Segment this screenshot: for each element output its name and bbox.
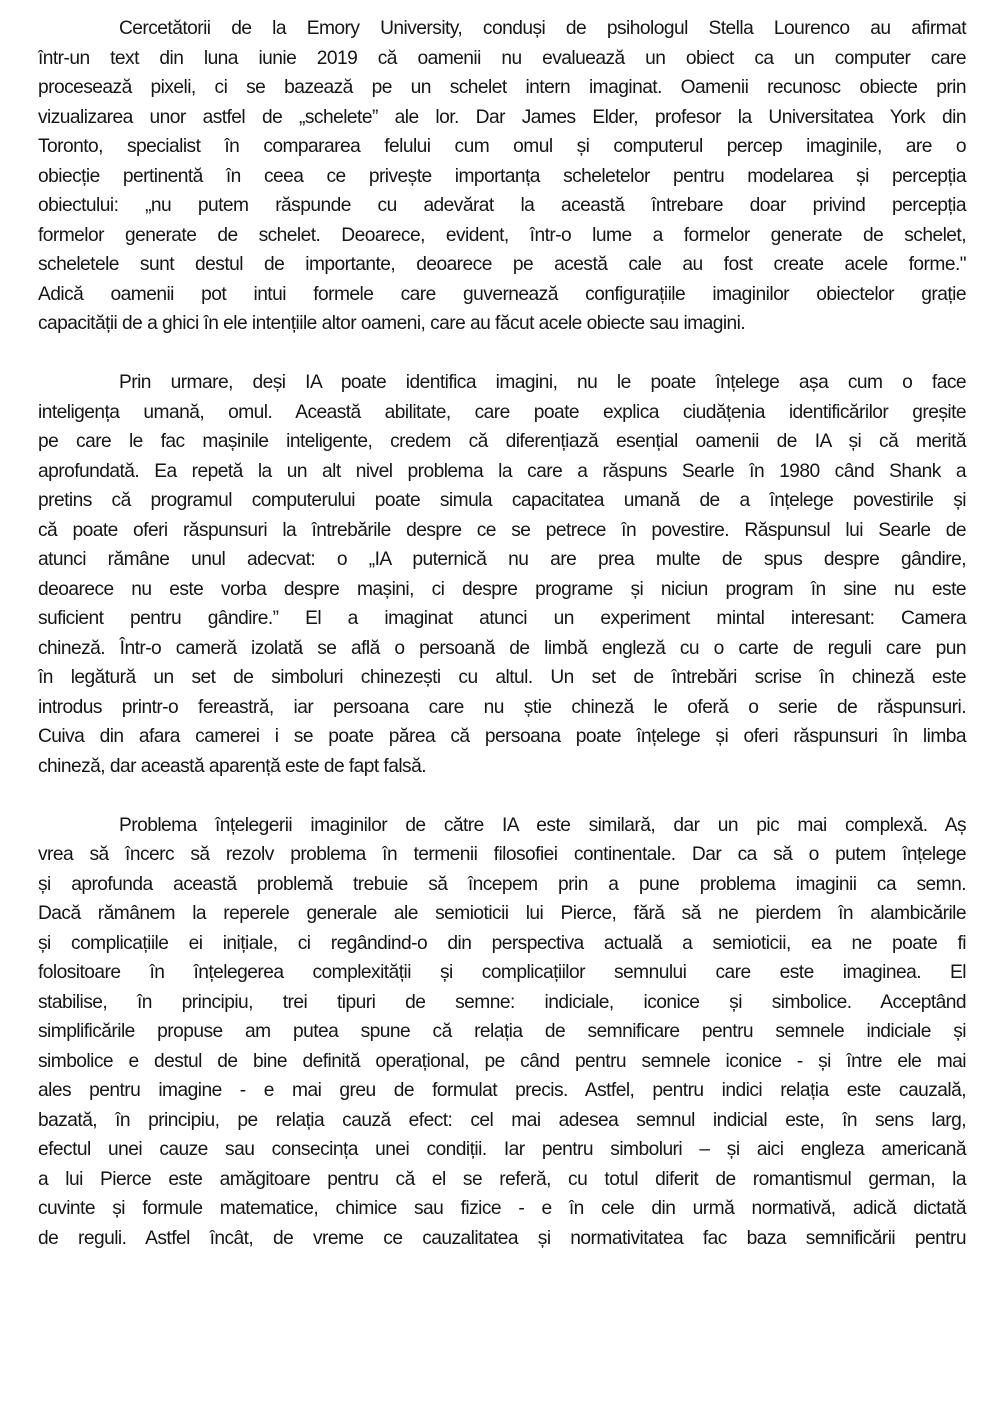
text-line: introdus printr-o fereastră, iar persoana care nu știe chineză le oferă o serie de răspunsuri. <box>38 696 966 718</box>
text-line: folositoare în înțelegerea complexității și complicațiilor semnului care este imaginea. El <box>38 962 966 983</box>
paragraph-gap <box>38 781 966 811</box>
text-line: cuvinte și formule matematice, chimice sau fizice - e în cele din urmă normativă, adică dictată <box>38 1198 966 1219</box>
text-line: Toronto, specialist în compararea felului cum omul și computerul percep imaginile, are o <box>38 136 966 157</box>
text-line: Problema înțelegerii imaginilor de către IA este similară, dar un pic mai complexă. Aș <box>119 814 966 836</box>
paragraph <box>38 811 966 1254</box>
text-line: obiectului: „nu putem răspunde cu adevărat la această întrebare doar privind percepția <box>38 195 966 216</box>
text-line: formelor generate de schelet. Deoarece, evident, într-o lume a formelor generate de schelet, <box>38 224 966 246</box>
document-page <box>38 14 966 1253</box>
text-line: procesează pixeli, ci se bazează pe un schelet intern imaginat. Oamenii recunosc obiecte prin <box>38 77 966 98</box>
paragraph <box>38 14 966 339</box>
text-line: și aprofunda această problemă trebuie să începem prin a pune problema imaginii ca semn. <box>38 873 966 895</box>
text-line: Dacă rămânem la reperele generale ale semioticii lui Pierce, fără să ne pierdem în alambicările <box>38 903 966 924</box>
text-line: Cercetătorii de la Emory University, conduși de psihologul Stella Lourenco au afirmat <box>119 18 966 39</box>
text-line: pretins că programul computerului poate simula capacitatea umană de a înțelege povestirile și <box>38 490 966 511</box>
text-line: chineză. Într-o cameră izolată se află o persoană de limbă engleză cu o carte de reguli care pun <box>38 637 966 659</box>
text-line: aprofundată. Ea repetă la un alt nivel problema la care a răspuns Searle în 1980 când Shank a <box>38 460 966 482</box>
text-line: simplificările propuse am putea spune că relația de semnificare pentru semnele indiciale și <box>38 1021 966 1042</box>
text-line: stabilise, în principiu, trei tipuri de semne: indiciale, iconice și simbolice. Acceptând <box>38 991 966 1013</box>
text-line: inteligența umană, omul. Această abilitate, care poate explica ciudățenia identificărilor greșite <box>38 401 966 423</box>
text-line: Prin urmare, deși IA poate identifica imagini, nu le poate înțelege așa cum o face <box>119 372 966 393</box>
text-line: efectul unei cauze sau consecința unei condiții. Iar pentru simboluri – și aici engleza americană <box>38 1139 966 1160</box>
text-line: Adică oamenii pot intui formele care guvernează configurațiile imaginilor obiectelor grație <box>38 283 966 305</box>
text-line: bazată, în principiu, pe relația cauză efect: cel mai adesea semnul indicial este, în sens larg, <box>38 1109 966 1131</box>
text-line: a lui Pierce este amăgitoare pentru că el se referă, cu totul diferit de romantismul german, la <box>38 1168 966 1190</box>
text-line: chineză, dar această aparență este de fapt falsă. <box>38 755 426 777</box>
text-line: și complicațiile ei inițiale, ci regândind-o din perspectiva actuală a semioticii, ea ne poate fi <box>38 932 966 954</box>
text-line: Cuiva din afara camerei i se poate părea că persoana poate înțelege și oferi răspunsuri în limba <box>38 726 966 747</box>
text-line: obiecție pertinentă în ceea ce privește importanța scheletelor pentru modelarea și percepția <box>38 165 966 187</box>
text-line: vrea să încerc să rezolv problema în termenii filosofiei continentale. Dar ca să o putem înțelege <box>38 844 966 865</box>
text-line: suficient pentru gândire.” El a imaginat atunci un experiment mintal interesant: Camera <box>38 608 966 629</box>
paragraph <box>38 368 966 781</box>
text-line: scheletele sunt destul de importante, deoarece pe acestă cale au fost create acele forme." <box>38 254 966 275</box>
text-line: vizualizarea unor astfel de „schelete” ale lor. Dar James Elder, profesor la Universitatea York din <box>38 106 966 128</box>
text-line: deoarece nu este vorba despre mașini, ci despre programe și niciun program în sine nu este <box>38 578 966 600</box>
text-line: ales pentru imagine - e mai greu de formulat precis. Astfel, pentru indici relația este cauzală, <box>38 1080 966 1101</box>
paragraph-gap <box>38 339 966 369</box>
text-line: că poate oferi răspunsuri la întrebările despre ce se petrece în povestire. Răspunsul lui Searle de <box>38 519 966 541</box>
text-line: într-un text din luna iunie 2019 că oamenii nu evaluează un obiect ca un computer care <box>38 47 966 69</box>
text-line: atunci rămâne unul adecvat: o „IA puternică nu are prea multe de spus despre gândire, <box>38 549 966 570</box>
text-line: de reguli. Astfel încât, de vreme ce cauzalitatea și normativitatea fac baza semnificării pentru <box>38 1227 966 1249</box>
text-line: capacității de a ghici în ele intențiile altor oameni, care au făcut acele obiecte sau imagini. <box>38 313 746 334</box>
text-line: pe care le fac mașinile inteligente, credem că diferențiază esențial oamenii de IA și că merită <box>38 431 966 452</box>
text-line: simbolice e destul de bine definită operațional, pe când pentru semnele iconice - și între ele mai <box>38 1050 966 1072</box>
text-line: în legătură un set de simboluri chinezești cu altul. Un set de întrebări scrise în chineză este <box>38 667 966 688</box>
